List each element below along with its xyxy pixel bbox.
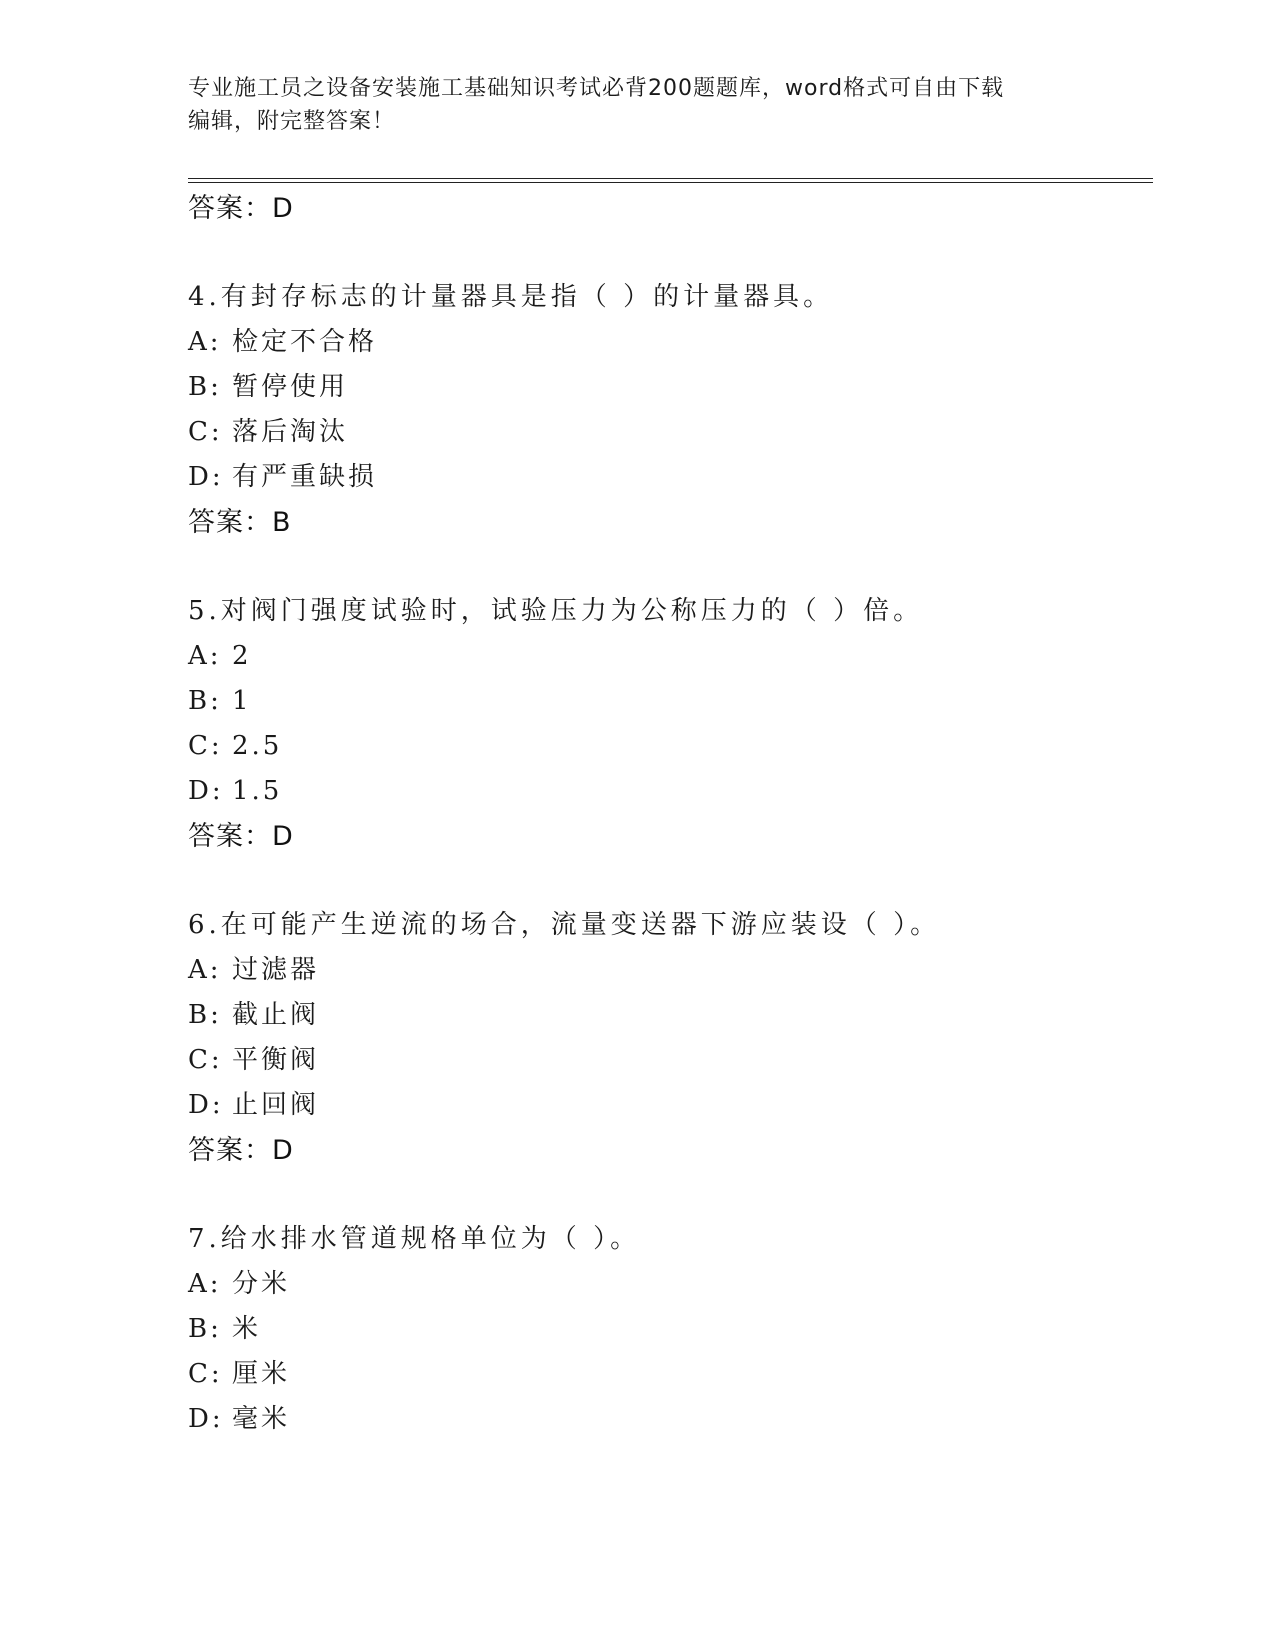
option-key: A: xyxy=(188,641,222,671)
option-a xyxy=(188,948,1148,993)
option-key: B: xyxy=(188,686,222,716)
question-stem: 5.对阀门强度试验时，试验压力为公称压力的（ ）倍。 xyxy=(188,596,924,626)
option-text: 1.5 xyxy=(232,776,283,806)
option-b xyxy=(188,1307,1148,1352)
option-text: 过滤器 xyxy=(232,955,320,985)
option-key: B: xyxy=(188,1314,222,1344)
option-text: 毫米 xyxy=(232,1404,291,1434)
option-text: 分米 xyxy=(232,1269,291,1299)
option-text: 厘米 xyxy=(232,1359,291,1389)
option-b xyxy=(188,993,1148,1038)
option-c xyxy=(188,1038,1148,1083)
option-key: C: xyxy=(188,1359,223,1389)
option-text: 2 xyxy=(232,641,252,671)
option-key: A: xyxy=(188,327,222,357)
question-block xyxy=(188,1216,1148,1442)
question-stem: 6.在可能产生逆流的场合，流量变送器下游应装设（ ）。 xyxy=(188,910,941,940)
option-key: D: xyxy=(188,776,224,806)
option-a xyxy=(188,320,1148,365)
answer-label: 答案：D xyxy=(188,193,294,224)
option-c xyxy=(188,724,1148,769)
answer-label: 答案：D xyxy=(188,821,294,852)
header-line-2: 编辑，附完整答案！ xyxy=(188,109,396,134)
document-header xyxy=(188,72,1088,138)
answer-label: 答案：B xyxy=(188,507,292,538)
option-text: 1 xyxy=(232,686,252,716)
option-key: D: xyxy=(188,462,224,492)
option-d xyxy=(188,1397,1148,1442)
header-divider-top xyxy=(188,178,1153,179)
question-stem: 4.有封存标志的计量器具是指（ ）的计量器具。 xyxy=(188,282,834,312)
option-key: D: xyxy=(188,1404,224,1434)
option-key: C: xyxy=(188,1045,223,1075)
option-text: 有严重缺损 xyxy=(232,462,378,492)
option-text: 止回阀 xyxy=(232,1090,320,1120)
option-a xyxy=(188,1262,1148,1307)
option-key: C: xyxy=(188,417,223,447)
option-text: 米 xyxy=(232,1314,262,1344)
document-body xyxy=(188,186,1148,1442)
option-b xyxy=(188,365,1148,410)
question-block xyxy=(188,902,1148,1174)
option-key: C: xyxy=(188,731,223,761)
option-c xyxy=(188,1352,1148,1397)
option-text: 落后淘汰 xyxy=(232,417,349,447)
option-d xyxy=(188,455,1148,500)
option-text: 平衡阀 xyxy=(232,1045,320,1075)
option-d xyxy=(188,769,1148,814)
option-key: B: xyxy=(188,372,222,402)
option-b xyxy=(188,679,1148,724)
option-key: A: xyxy=(188,955,222,985)
header-line-1: 专业施工员之设备安装施工基础知识考试必背200题题库，word格式可自由下载 xyxy=(188,76,1005,101)
header-divider-bottom xyxy=(188,182,1153,183)
question-block xyxy=(188,274,1148,546)
question-stem: 7.给水排水管道规格单位为（ ）。 xyxy=(188,1224,641,1254)
option-text: 2.5 xyxy=(232,731,283,761)
option-c xyxy=(188,410,1148,455)
option-text: 检定不合格 xyxy=(232,327,378,357)
option-text: 截止阀 xyxy=(232,1000,320,1030)
option-key: A: xyxy=(188,1269,222,1299)
option-a xyxy=(188,634,1148,679)
option-key: B: xyxy=(188,1000,222,1030)
question-block xyxy=(188,588,1148,860)
option-d xyxy=(188,1083,1148,1128)
option-key: D: xyxy=(188,1090,224,1120)
option-text: 暂停使用 xyxy=(232,372,349,402)
answer-label: 答案：D xyxy=(188,1135,294,1166)
